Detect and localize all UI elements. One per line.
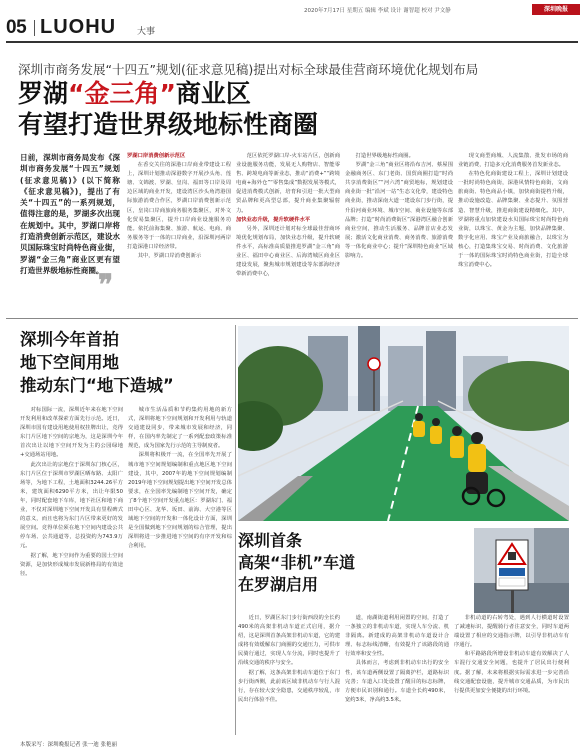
- story3-title-line: 深圳首条: [238, 531, 303, 550]
- section-divider: [6, 318, 578, 319]
- issue-meta: 2020年7月17日 星期五 编辑 李斌 设计 谢智超 校对 尹文静: [304, 8, 451, 14]
- quote-mark-icon: ❞: [98, 268, 114, 301]
- column-subheading: 加快业态升级，提升软硬件水平: [236, 216, 311, 223]
- story2-column-1: [20, 406, 123, 728]
- story3-column-3: [454, 614, 569, 736]
- column-paragraph: 具体而言，考虑到非机动车出行的安全性，该车道两侧设置了隔离护栏，道路标识完善；车道入口处设置了醒目的标志标牌，方便市民识别和通行。车道全长约490米，宽约3米，净高约3.5米。: [345, 660, 449, 703]
- column-subheading: 罗湖口岸消费创新示范区: [127, 153, 186, 159]
- page-number: 05: [6, 17, 27, 38]
- section-brand: LUOHU: [40, 16, 117, 38]
- page-header: [0, 0, 584, 40]
- lead-column-2: [236, 152, 340, 310]
- lead-column-4: [458, 152, 568, 310]
- lead-column-3: [345, 152, 453, 310]
- headline-line2: 有望打造世界级地标性商圈: [18, 110, 319, 139]
- story2-title-line: 地下空间用地: [20, 353, 119, 372]
- column-paragraph: 和平路路段所增设非机动车道有效解决了人车混行交通安全问题，也提升了居民出行便利度。据了解，未来将根据实际需求进一步完善沿线交通配套设施，提升城市交通品质，为市民出行提供更加安全便捷的出行环境。: [454, 651, 569, 694]
- header-rule: [6, 41, 578, 43]
- story3-title-line: 高架“非机”车道: [238, 553, 356, 572]
- story2-title-line: 深圳今年首拍: [20, 330, 119, 349]
- lead-column-1: [127, 152, 231, 310]
- column-paragraph: 罗湖“金三角”商业区将沿布吉河、蔡屋围金融商务区、东门老街、国贸商圈打造“时尚共享消费街区”“河六湾”商贸地标，规划建设商业街一批“沿河一站”生态文化带，建设特色商业街，推动深南大道一建设东门步行街，提升沿河商业环境、城市空间、商业设施等东部品牌；打造“时尚消费街区”深港湾区融合创新商业空间，推动生活服务、品牌首店业态发展；激活文化商业消费、商务消费、旅游消费等一体化商业中心；提升“深圳特色商业”区域影响力。: [345, 162, 453, 260]
- photo-elevated-bike-lane: [238, 326, 569, 521]
- newspaper-logo: 深圳晚报: [532, 4, 580, 15]
- story3-headline: [238, 530, 355, 596]
- lead-lede: 日前，深圳市商务局发布《深圳市商务发展“十四五”规划(征求意见稿)》(以下简称《征求意见稿》)，提出了有关“十四五”的一系列规划，值得注意的是，罗湖多次出现在规划中。其中，罗湖口岸将打造消费创新示范区，建设水贝国际珠宝时尚特色商业街，罗湖“金三角”商业区更有望打造世界级地标性商圈。: [20, 153, 120, 275]
- column-paragraph: 对标国际一流，深圳近年来在地下空间开发利用和改革探索方面先行示范。近日，深圳市国有建设用地使用权挂牌出让，竞得东门片区地下空间的宗地为，这是深圳今年首次出让以地下空间开发为主的公园绿地+交通场站用地。: [20, 407, 123, 459]
- column-rule: [235, 325, 236, 735]
- lead-kicker: 深圳市商务发展“十四五”规划(征求意见稿)提出对标全球最佳营商环境优化规划布局: [18, 62, 479, 77]
- headline-part: 商业区: [175, 79, 251, 108]
- headline-part: 罗湖: [18, 79, 69, 108]
- byline-footer: 本版采写：深圳晚报记者 张一迪 张艳丽: [20, 742, 117, 748]
- column-paragraph: 范区依托罗湖口岸-火车站片区，创新商业设施服务功能，发展无人购物店、智能零售、跨境电商等新业态，推动“消费+”“跨境电商+海外仓”“零售集成”数据发展等模式，促进消费模式创新，培育和引进一批大型商贸品牌和更高型总部，提升商业集聚辐射力。: [236, 153, 340, 214]
- story3-column-1: [238, 614, 340, 736]
- column-paragraph: 道，南湖街道利用闲置的空间，打造了一条独立的非机动车道，实现人车分流、机非隔离。新建成的高架非机动车道设计合理、标志标线清晰，有效提升了该路段的通行效率和安全性。: [345, 615, 449, 658]
- column-paragraph: 现文商型商城、人流集散、批发市场的商业链消费，打造多元化消费服务首发新业态。: [458, 153, 568, 169]
- column-paragraph: 在特色化商街建设工程上，深圳计划建设一批时尚特色商街，深港风情特色商街，文商旅商街、特色商品小镇，加快商街提档升级，推动设施改造、品牌集聚、业态提升、氛围营造、智慧升级，推进商街建设精细化。其中，罗湖将重点加快建设水贝国际珠宝时尚特色商业街，以珠宝、黄金为主题，加快品牌集聚、数字化应用、珠宝产业及商旅融合，以珠宝为核心，打造集珠宝交易、时尚消费、文化旅游于一体的国际珠宝时尚特色商业街，打造全球珠宝消费中心。: [458, 171, 568, 269]
- photo-lane-sign: [474, 528, 569, 613]
- column-paragraph: 城市生活品质和节约集约用地的新方式，深圳将地下空间规划和开发利用与轨道交通建设同步，带来城市发展和经济，同样，在国内率先制定了一系列配套政策标准规范，成为国家先行示范的主导制度者。: [128, 407, 232, 450]
- column-paragraph: 非机动道的右转弯处，遇到人行横道时设置了减速标识，提醒骑行者注意安全，同时车道两端设置了相应的交通指示牌，以引导非机动车有序通行。: [454, 615, 569, 649]
- column-paragraph: 近日，罗湖区东门步行街西段的全长约490米的高架非机动车道正式启用，据介绍，这是深圳首条高架非机动车道，它的建成将有效缓解东门商圈的交通压力，可供市民骑行通过，实现人车分流，同时也提升了沿线交通的秩序与安全。: [238, 615, 340, 667]
- column-paragraph: 此次出让的宗地位于深圳东门核心区，东门片区位于深圳市罗湖区晒布路、太阳广场等，为地下工程，土地面积3244.26平方米，建筑面积6290平方米，出让年限50年，同时配套地下车库，地下社区和地下商业，不仅对深圳地下空间开发具有里程碑式的意义，而且也将为东门片区带来更好的发展空间。竞得单位须在地下空间内建设公共停车场、公共通道等，总投资约为743.9万元。: [20, 461, 123, 550]
- column-paragraph: 其中，罗湖口岸消费创新示: [137, 253, 202, 260]
- column-paragraph: 据了解，地下空间作为重要的国土空间资源，是加快形成城市发展新格局的有效途径。: [20, 552, 123, 577]
- headline-highlight: “金三角”: [68, 79, 176, 108]
- column-paragraph: 据了解，这条高架非机动车道位于东门步行街西侧，此前该区域非机动车与行人混行，存在较大安全隐患，交通秩序较乱，市民出行体验不佳。: [238, 669, 340, 703]
- column-paragraph: 打造世界级地标性商圈。: [355, 153, 414, 159]
- column-paragraph: 另外，深圳还计划对标全球最佳营商环境优化规划布局，加快业态升级，提升软硬件水平，高标准高质量推进罗湖“金三角”商业区、福田中心商业区、后海湾城区商业区建设发展，聚焦城市规划建设等东部海经济带新消费中心，: [236, 225, 340, 278]
- story2-title-line: 推动东门“地下造城”: [20, 376, 174, 395]
- section-name: 大事: [137, 27, 156, 37]
- story2-headline: [20, 328, 174, 397]
- column-paragraph: 在香交关往的深港口岸商业带建设工程上，深圳计划推动深港数字开展沙头角、莲塘、文锦渡、罗湖、皇岗、福田等口岸及周边区域的商业开发，建设湾区沙头角湾港国际旅游消费合作区，罗湖口岸消费创新示范区，皇岗口岸商旅商务服务集聚区，对外文化贸易集聚区，提升口岸商业设施服务功能。依托前海集聚、旅游、航运、电商、商务服务等于一体的口岸商业，沿深圳河两岸打造深港口岸经济带。: [127, 162, 231, 250]
- column-paragraph: 深圳将积极开一流，在全国率先开展了城市地下空间规划编制和重点地区地下空间建设，其中，2007年的地下空间规划编制2019年地下空间规划提出地下空间开发总体要求，在全国率先编制地下空间开发，确定了8个地下空间开发重点地区：罗湖东门、福田中心区、龙华、坂田、前海、大空港等区域地下空间的开发和一体化设计方面，深圳是全国做到地下空间规划的综合管理，提出深圳将进一步推进地下空间的有序开发和综合利用。: [128, 452, 232, 550]
- header-divider: [34, 20, 35, 36]
- story3-column-2: [345, 614, 449, 736]
- story3-title-line: 在罗湖启用: [238, 575, 319, 594]
- story2-column-2: [128, 406, 232, 728]
